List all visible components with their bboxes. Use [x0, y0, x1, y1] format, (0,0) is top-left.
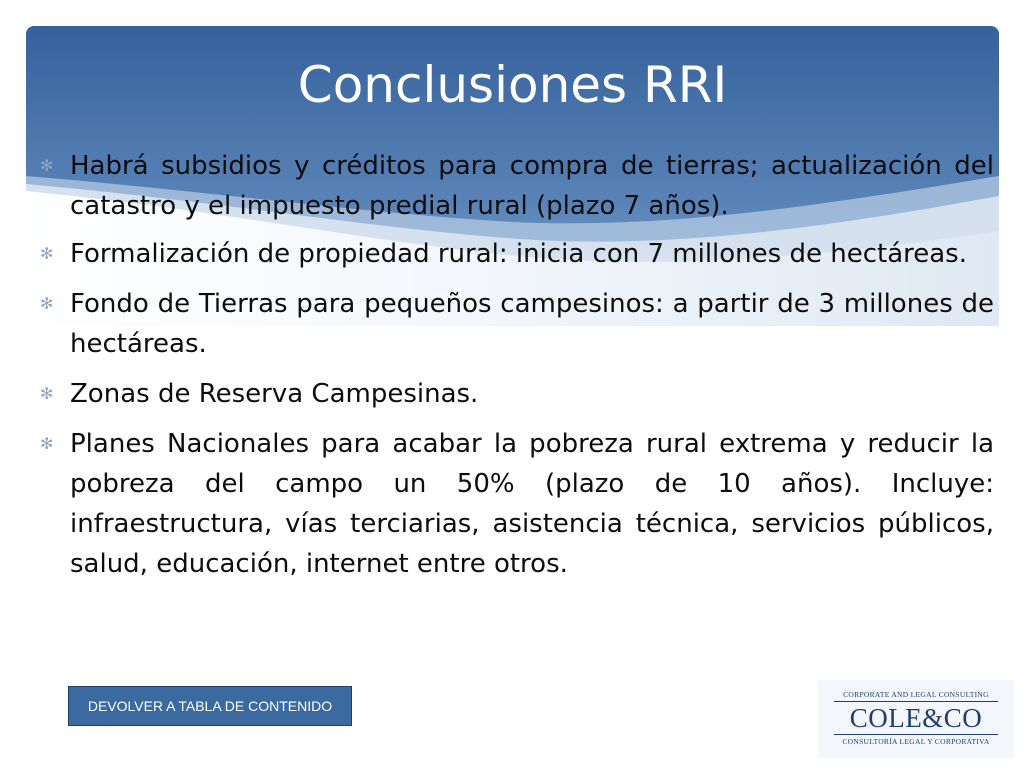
cole-co-logo: [818, 680, 1014, 758]
bullet-item: [40, 284, 994, 364]
bullet-text: Habrá subsidios y créditos para compra de tierras; actualización del catastro y el impuesto predial rural (plazo 7 años).: [70, 151, 994, 221]
bullet-text: Formalización de propiedad rural: inicia con 7 millones de hectáreas.: [70, 239, 967, 269]
bullet-item: [40, 234, 994, 274]
bullet-item: [40, 424, 994, 584]
asterisk-bullet-icon: ✻: [40, 384, 54, 403]
bullet-list: [40, 146, 994, 594]
bullet-text: Planes Nacionales para acabar la pobreza rural extrema y reducir la pobreza del campo un 50% (plazo de 10 años). Incluye: infraestructura, vías terciarias, asistencia técnica, servicios públicos, salud, educación, internet entre otros.: [70, 429, 994, 579]
asterisk-bullet-icon: ✻: [40, 244, 54, 263]
bullet-item: [40, 146, 994, 226]
logo-divider: [834, 734, 998, 735]
bullet-text: Zonas de Reserva Campesinas.: [70, 379, 479, 409]
logo-name: COLE&CO: [849, 703, 983, 733]
bullet-item: [40, 374, 994, 414]
asterisk-bullet-icon: ✻: [40, 156, 54, 175]
logo-top-text: CORPORATE AND LEGAL CONSULTING: [843, 690, 989, 699]
slide-title: Conclusiones RRI: [297, 56, 728, 114]
back-to-contents-button[interactable]: DEVOLVER A TABLA DE CONTENIDO: [68, 686, 352, 726]
bullet-text: Fondo de Tierras para pequeños campesinos: a partir de 3 millones de hectáreas.: [70, 289, 994, 359]
logo-divider: [834, 701, 998, 702]
asterisk-bullet-icon: ✻: [40, 294, 54, 313]
asterisk-bullet-icon: ✻: [40, 434, 54, 453]
logo-bottom-text: CONSULTORÍA LEGAL Y CORPORATIVA: [842, 737, 990, 746]
